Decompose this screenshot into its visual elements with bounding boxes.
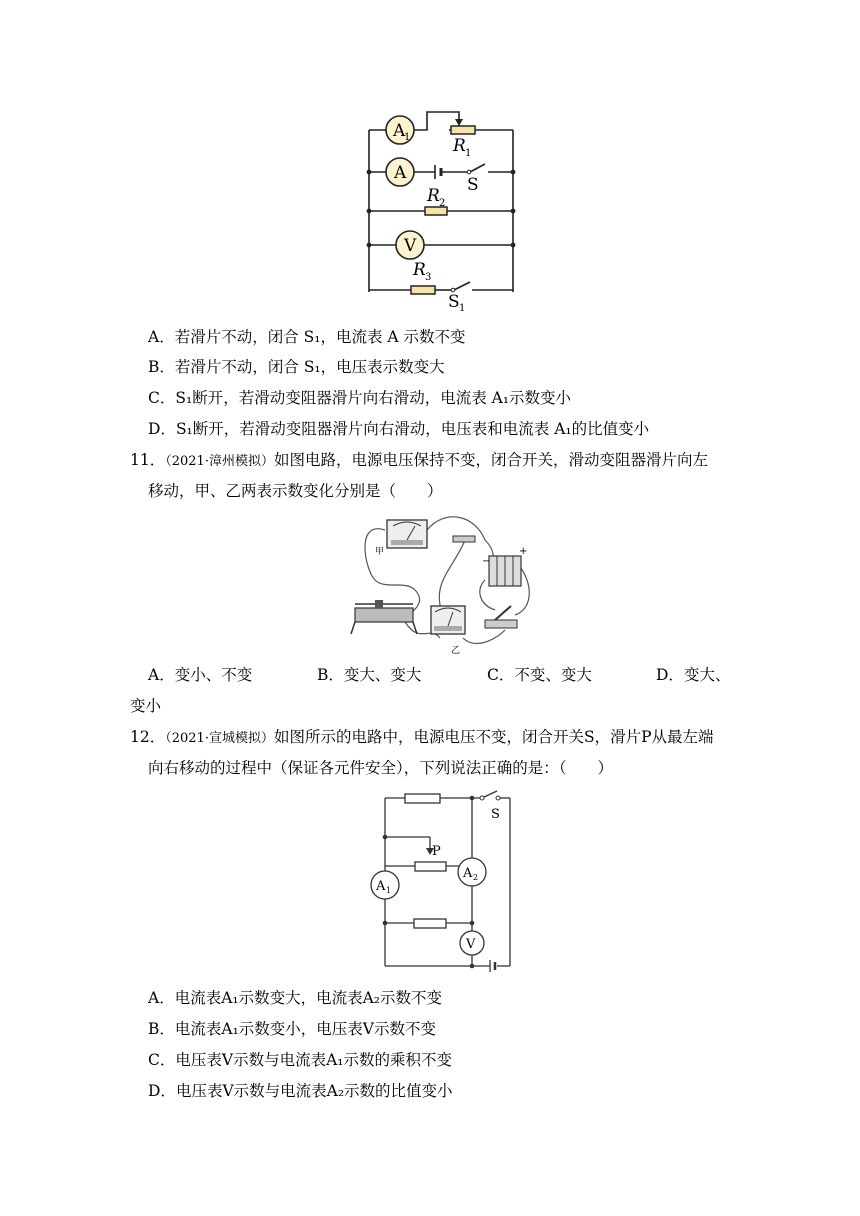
svg-text:1: 1 <box>386 886 392 895</box>
q11-stem-line2: 移动，甲、乙两表示数变化分别是（ ） <box>148 482 443 500</box>
q11-label-minus: − <box>482 556 491 567</box>
q12-label-a1: A <box>376 879 386 894</box>
svg-text:2: 2 <box>473 873 479 882</box>
q12-option-a[interactable]: A．电流表A₁示数变大，电流表A₂示数不变 <box>148 989 443 1007</box>
q10-option-a[interactable]: A．若滑片不动，闭合 S₁，电流表 A 示数不变 <box>148 328 466 346</box>
svg-text:1: 1 <box>459 303 466 314</box>
q11-stem-line1: 11．（2021·漳州模拟）如图电路，电源电压保持不变，闭合开关，滑动变阻器滑片向左 <box>130 451 708 469</box>
q10-option-d[interactable]: D．S₁断开，若滑动变阻器滑片向右滑动，电压表和电流表 A₁的比值变小 <box>148 420 650 438</box>
svg-text:1: 1 <box>404 132 411 143</box>
q11-option-b[interactable]: B．变大、变大 <box>317 666 422 684</box>
q10-label-a1: A <box>393 121 406 141</box>
svg-text:2: 2 <box>439 198 446 209</box>
q10-label-r3: R <box>413 260 426 280</box>
q10-label-r1: R <box>453 136 466 156</box>
q12-label-v: V <box>466 937 476 952</box>
q11-label-jia: 甲 <box>375 547 385 557</box>
q11-option-c[interactable]: C．不变、变大 <box>487 666 592 684</box>
q11-source: （2021·漳州模拟） <box>165 454 274 469</box>
q11-label-yi: 乙 <box>451 646 461 656</box>
q12-source: （2021·宣城模拟） <box>165 731 274 746</box>
q12-stem-line1: 12．（2021·宣城模拟）如图所示的电路中，电源电压不变，闭合开关S，滑片P从最左端 <box>130 728 714 746</box>
q10-label-r2: R <box>427 186 440 206</box>
q12-circuit-diagram <box>360 790 520 975</box>
q12-label-s: S <box>491 807 500 822</box>
q12-stem-line2: 向右移动的过程中（保证各元件安全），下列说法正确的是：（ ） <box>148 759 614 777</box>
q11-option-d-wrap: 变小 <box>130 697 162 715</box>
q11-option-a[interactable]: A．变小、不变 <box>148 666 253 684</box>
q11-apparatus-figure <box>345 510 535 660</box>
svg-text:3: 3 <box>425 272 432 283</box>
q12-option-d[interactable]: D．电压表V示数与电流表A₂示数的比值变小 <box>148 1082 453 1100</box>
q10-label-a: A <box>394 163 407 183</box>
q10-option-b[interactable]: B．若滑片不动，闭合 S₁，电压表示数变大 <box>148 358 445 376</box>
q12-label-p: P <box>432 844 441 859</box>
q11-option-d[interactable]: D．变大、 <box>656 666 731 684</box>
q12-option-c[interactable]: C．电压表V示数与电流表A₁示数的乘积不变 <box>148 1051 452 1069</box>
q11-number: 11． <box>130 451 166 469</box>
q11-label-plus: + <box>519 546 528 557</box>
q10-label-s: S <box>467 175 479 195</box>
q10-option-c[interactable]: C．S₁断开，若滑动变阻器滑片向右滑动，电流表 A₁示数变小 <box>148 389 572 407</box>
q10-circuit-diagram <box>355 102 525 314</box>
q12-number: 12． <box>130 728 166 746</box>
q12-label-a2: A <box>463 866 473 881</box>
q10-label-v: V <box>404 236 417 256</box>
q12-option-b[interactable]: B．电流表A₁示数变小，电压表V示数不变 <box>148 1020 436 1038</box>
svg-text:1: 1 <box>465 148 472 159</box>
q10-label-s1: S <box>448 292 460 312</box>
